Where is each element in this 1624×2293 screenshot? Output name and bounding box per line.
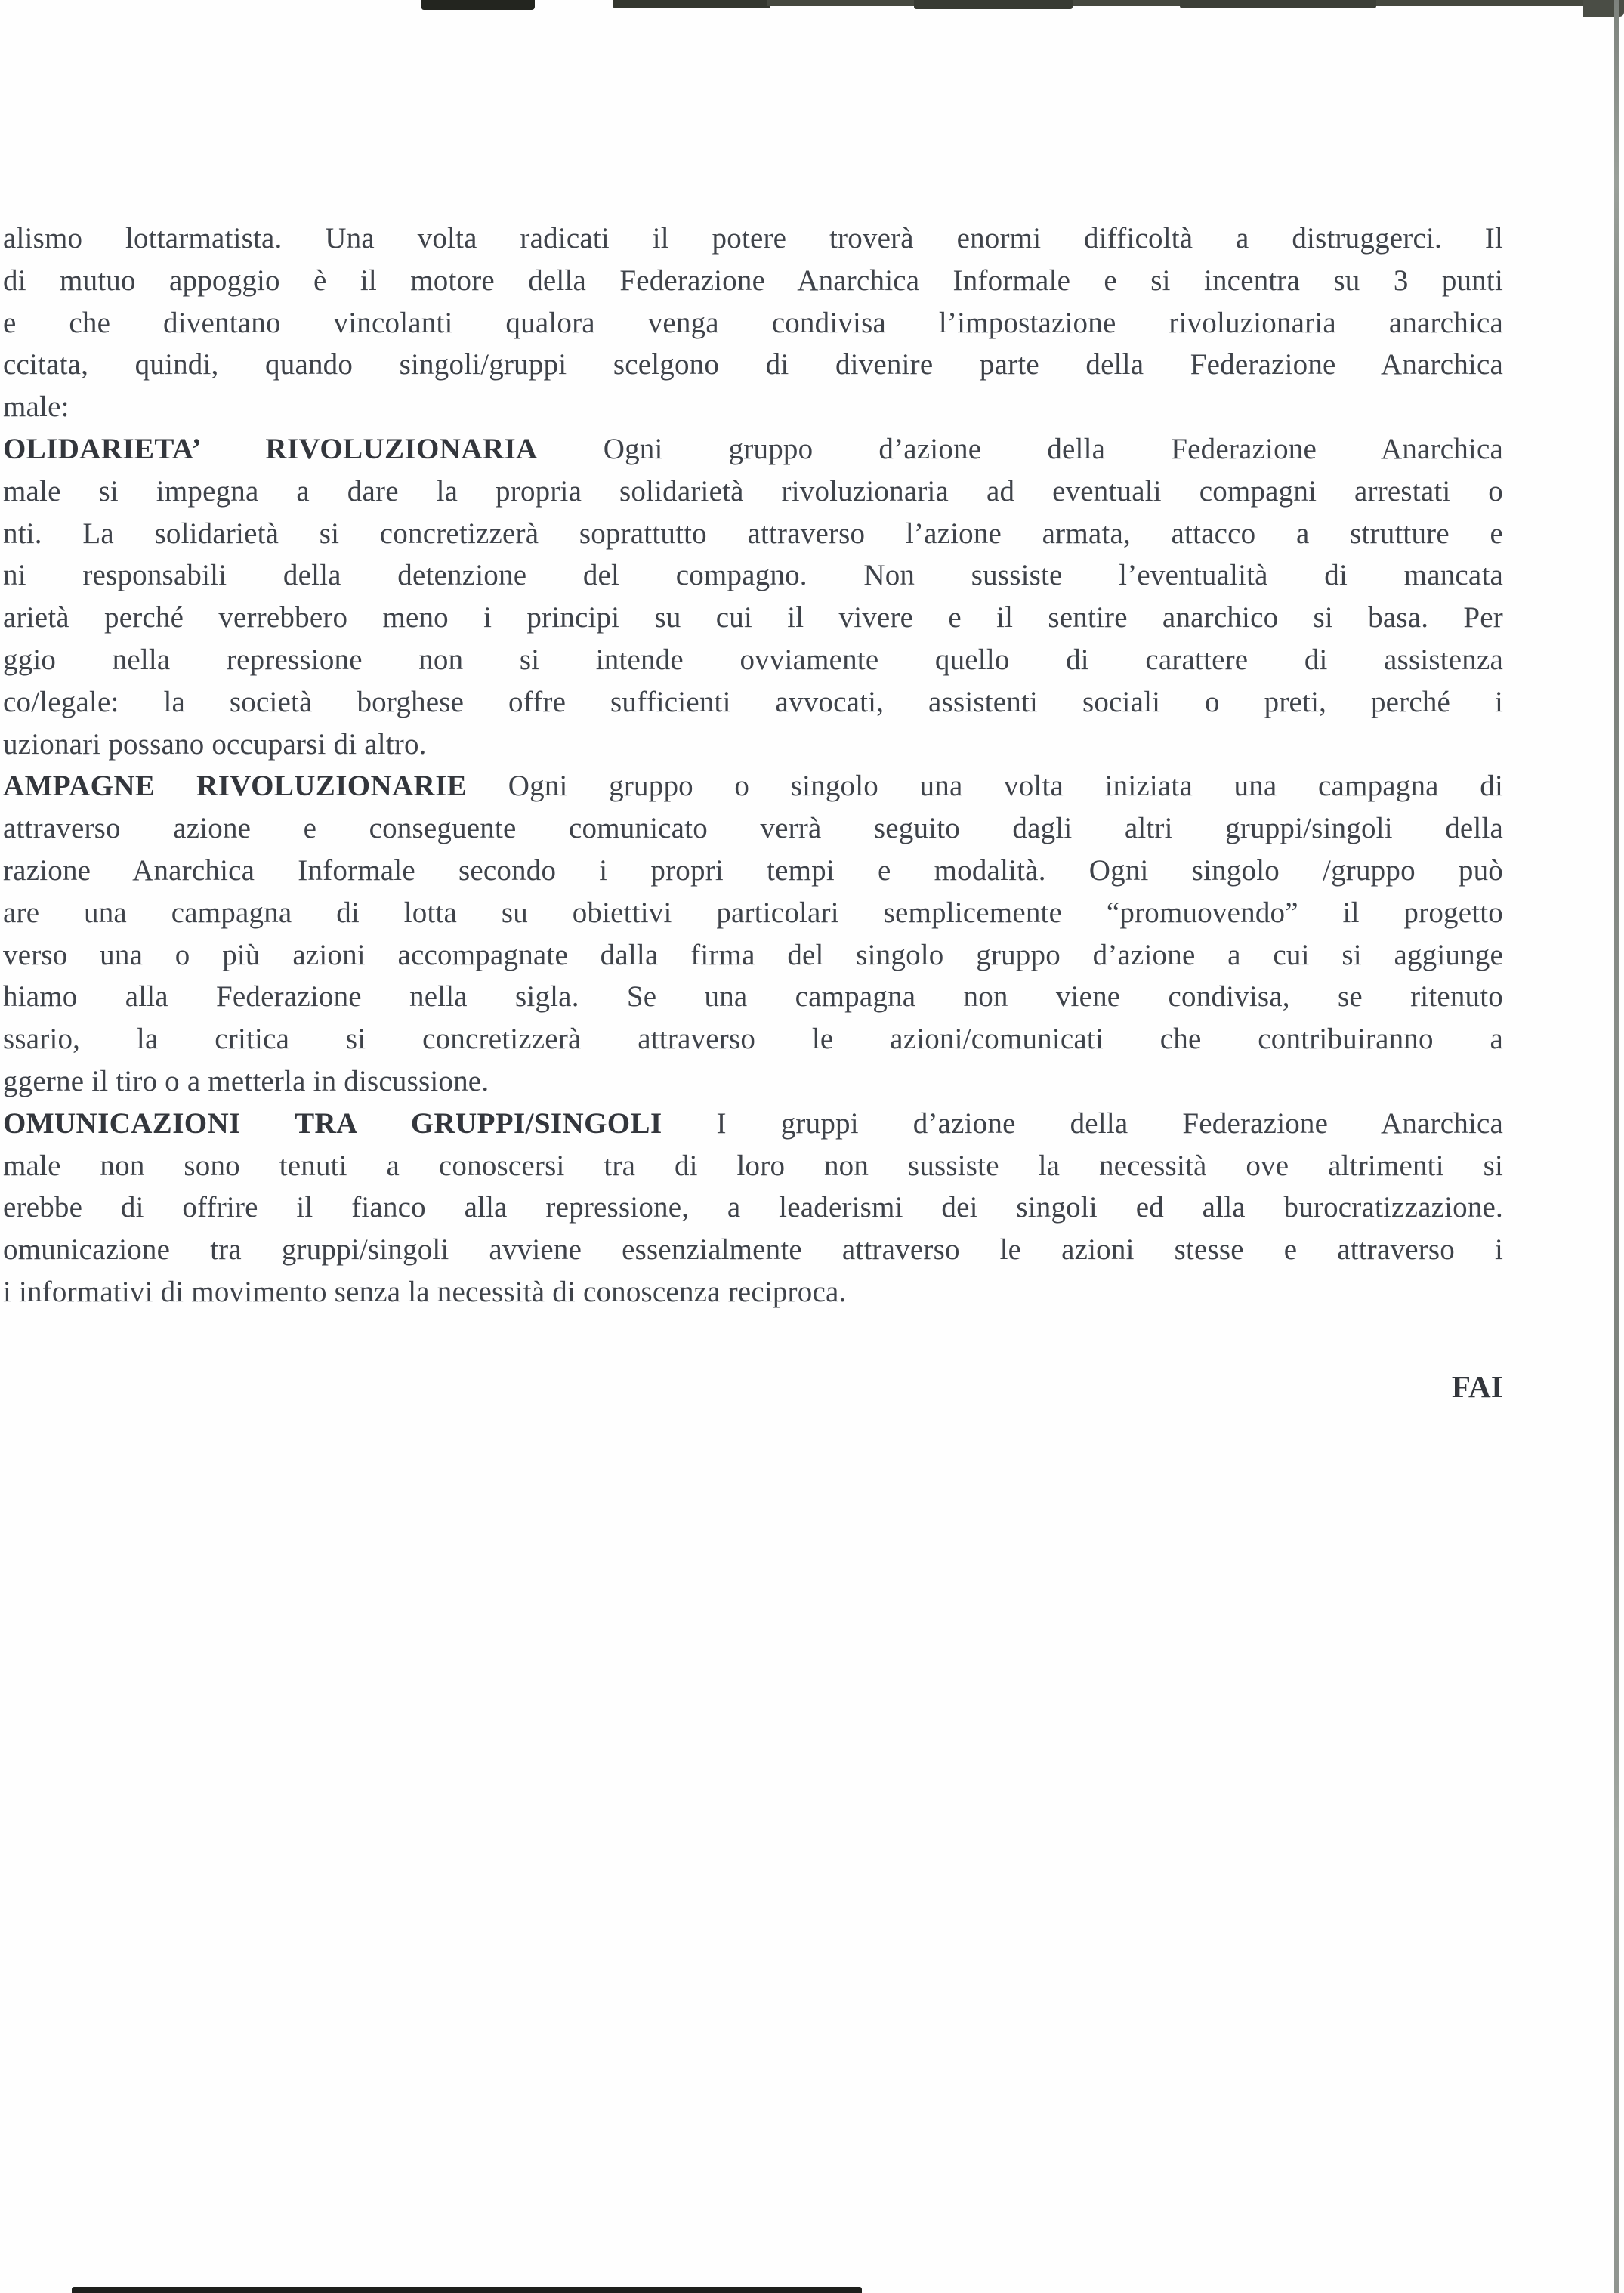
text-line: razione Anarchica Informale secondo i propri tempi e modalità. Ogni singolo /gruppo può bbox=[3, 853, 1503, 887]
text-line: hiamo alla Federazione nella sigla. Se una campagna non viene condivisa, se ritenuto bbox=[3, 980, 1503, 1014]
text-line: e che diventano vincolanti qualora venga condivisa l’impostazione rivoluzionaria anarchica bbox=[3, 306, 1503, 339]
text-line: nti. La solidarietà si concretizzerà soprattutto attraverso l’azione armata, attacco a strutture e bbox=[3, 517, 1503, 550]
scan-artifact-top-band bbox=[914, 0, 1073, 9]
section-heading-comunicazioni: OMUNICAZIONI TRA GRUPPI/SINGOLI I gruppi d’azione della Federazione Anarchica bbox=[3, 1106, 1504, 1140]
text-line: verso una o più azioni accompagnate dalla firma del singolo gruppo d’azione a cui si aggiunge bbox=[3, 938, 1503, 971]
text-line: ni responsabili della detenzione del compagno. Non sussiste l’eventualità di mancata bbox=[3, 559, 1503, 592]
document-text-block bbox=[3, 218, 1503, 1409]
text-line: ssario, la critica si concretizzerà attraverso le azioni/comunicati che contribuiranno a bbox=[3, 1023, 1503, 1056]
section-heading-campagne: AMPAGNE RIVOLUZIONARIE Ogni gruppo o singolo una volta iniziata una campagna di bbox=[3, 770, 1504, 803]
text-line: ccitata, quindi, quando singoli/gruppi scelgono di divenire parte della Federazione Anarchica bbox=[3, 348, 1503, 381]
scan-artifact-top-band bbox=[421, 0, 535, 10]
text-line: ggio nella repressione non si intende ovviamente quello di carattere di assistenza bbox=[3, 643, 1503, 676]
text-line: are una campagna di lotta su obiettivi particolari semplicemente “promuovendo” il progetto bbox=[3, 896, 1503, 929]
text-line: uzionari possano occuparsi di altro. bbox=[3, 727, 427, 761]
section-heading-solidarieta: OLIDARIETA’ RIVOLUZIONARIA Ogni gruppo d’azione della Federazione Anarchica bbox=[3, 432, 1503, 465]
text-line: erebbe di offrire il fianco alla repressione, a leaderismi dei singoli ed alla burocratizzazione. bbox=[3, 1191, 1503, 1224]
signature-fai: FAI bbox=[1451, 1369, 1503, 1404]
text-line: arietà perché verrebbero meno i principi su cui il vivere e il sentire anarchico si basa. Per bbox=[3, 601, 1503, 634]
text-line: alismo lottarmatista. Una volta radicati il potere troverà enormi difficoltà a distruggerci. Il bbox=[3, 222, 1503, 255]
text-line: ggerne il tiro o a metterla in discussione. bbox=[3, 1064, 489, 1097]
text-line: male non sono tenuti a conoscersi tra di loro non sussiste la necessità ove altrimenti si bbox=[3, 1149, 1503, 1182]
text-line: i informativi di movimento senza la necessità di conoscenza reciproca. bbox=[3, 1275, 847, 1308]
text-line: di mutuo appoggio è il motore della Federazione Anarchica Informale e si incentra su 3 punti bbox=[3, 264, 1503, 297]
section-heading-label: AMPAGNE RIVOLUZIONARIE bbox=[3, 770, 468, 803]
scan-artifact-bottom-band bbox=[72, 2287, 862, 2293]
text-line: male: bbox=[3, 390, 69, 424]
text-line: co/legale: la società borghese offre sufficienti avvocati, assistenti sociali o preti, perché i bbox=[3, 685, 1503, 718]
text-line: omunicazione tra gruppi/singoli avviene essenzialmente attraverso le azioni stesse e attraverso i bbox=[3, 1233, 1503, 1267]
section-heading-label: OLIDARIETA’ RIVOLUZIONARIA bbox=[3, 432, 538, 465]
text-line: male si impegna a dare la propria solidarietà rivoluzionaria ad eventuali compagni arrestati o bbox=[3, 474, 1503, 508]
scan-artifact-edge-line bbox=[1614, 0, 1619, 2293]
text-line: attraverso azione e conseguente comunicato verrà seguito dagli altri gruppi/singoli della bbox=[3, 812, 1503, 845]
section-heading-label: OMUNICAZIONI TRA GRUPPI/SINGOLI bbox=[3, 1106, 662, 1140]
scan-artifact-top-band bbox=[613, 0, 770, 8]
scan-artifact-top-band bbox=[1180, 0, 1376, 8]
